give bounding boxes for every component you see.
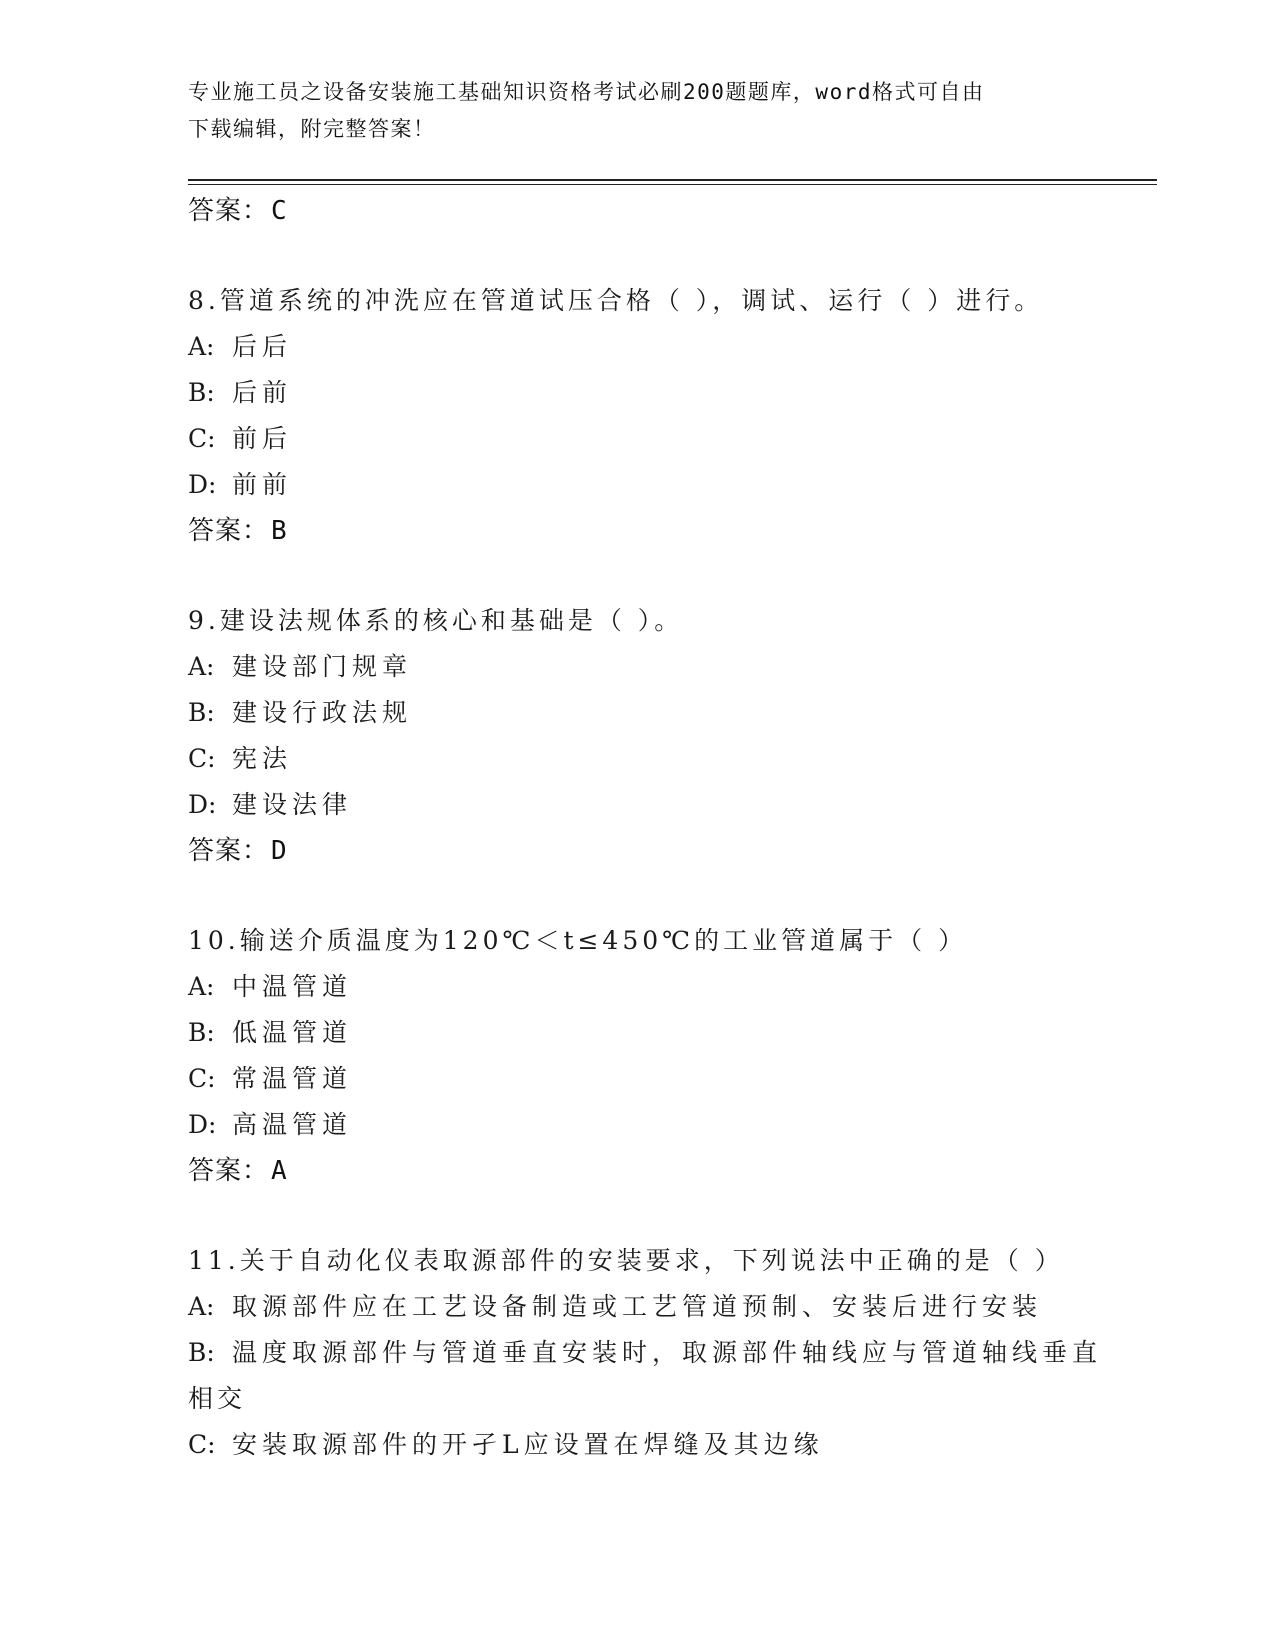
header-title-line-2: 下载编辑，附完整答案！: [188, 117, 436, 141]
question-11-option-a: [188, 1284, 1157, 1330]
header-divider-thin: [188, 184, 1157, 185]
option-text: 取源部件应在工艺设备制造或工艺管道预制、安装后进行安装: [232, 1292, 1043, 1321]
option-text: 中温管道: [232, 972, 353, 1001]
option-key: A:: [188, 1292, 215, 1321]
option-key: A:: [188, 332, 215, 361]
option-key: C:: [188, 744, 216, 773]
question-9-option-a: [188, 644, 1157, 690]
option-key: D:: [188, 470, 217, 499]
option-text: 建设法律: [232, 790, 353, 819]
question-10-option-a: [188, 964, 1157, 1010]
option-text: 前前: [232, 470, 293, 499]
answer-line-q10: [188, 1148, 1157, 1194]
question-11-option-b: [188, 1330, 1157, 1376]
answer-label: 答案：: [188, 196, 270, 226]
option-text: 宪法: [232, 744, 293, 773]
question-10-option-d: [188, 1102, 1157, 1148]
option-text: 后前: [232, 378, 293, 407]
question-10-option-c: [188, 1056, 1157, 1102]
option-text: 后后: [232, 332, 293, 361]
option-key: C:: [188, 1430, 216, 1459]
page-header: [188, 74, 1088, 148]
option-text: 常温管道: [232, 1064, 353, 1093]
option-key: A:: [188, 972, 215, 1001]
answer-line-q8: [188, 508, 1157, 554]
answer-value: C: [271, 196, 288, 226]
option-text: 安装取源部件的开孑L应设置在焊缝及其边缘: [232, 1430, 824, 1459]
option-key: B:: [188, 698, 215, 727]
question-8-option-a: [188, 324, 1157, 370]
answer-line-q7: [188, 188, 1157, 234]
header-title-line-1: 专业施工员之设备安装施工基础知识资格考试必刷200题题库，word格式可自由: [188, 80, 985, 104]
question-9-text: 9.建设法规体系的核心和基础是（ ）。: [188, 606, 684, 635]
question-9-option-d: [188, 782, 1157, 828]
option-text: 高温管道: [232, 1110, 353, 1139]
question-8-text: 8.管道系统的冲洗应在管道试压合格（ ），调试、运行（ ）进行。: [188, 286, 1044, 315]
question-list: [188, 188, 1157, 1468]
option-text: 温度取源部件与管道垂直安装时，取源部件轴线应与管道轴线垂直: [232, 1338, 1103, 1367]
question-11-option-c: [188, 1422, 1157, 1468]
option-text: 低温管道: [232, 1018, 353, 1047]
option-key: B:: [188, 1018, 215, 1047]
option-text: 建设行政法规: [232, 698, 413, 727]
option-key: A:: [188, 652, 215, 681]
question-8-option-b: [188, 370, 1157, 416]
question-10-option-b: [188, 1010, 1157, 1056]
answer-line-q9: [188, 828, 1157, 874]
header-divider-thick: [188, 179, 1157, 181]
answer-label: 答案：: [188, 516, 270, 546]
option-text: 建设部门规章: [232, 652, 413, 681]
question-9-option-b: [188, 690, 1157, 736]
answer-value: D: [271, 836, 288, 866]
option-key: D:: [188, 790, 217, 819]
option-key: B:: [188, 1338, 215, 1367]
answer-label: 答案：: [188, 836, 270, 866]
answer-value: A: [271, 1156, 288, 1186]
question-10-text: 10.输送介质温度为120℃＜t≤450℃的工业管道属于（ ）: [188, 926, 968, 955]
question-11-option-b-continuation: 相交: [188, 1384, 247, 1413]
option-key: C:: [188, 1064, 216, 1093]
option-key: D:: [188, 1110, 217, 1139]
question-8-option-c: [188, 416, 1157, 462]
option-text: 前后: [232, 424, 293, 453]
option-key: C:: [188, 424, 216, 453]
answer-label: 答案：: [188, 1156, 270, 1186]
question-8-option-d: [188, 462, 1157, 508]
answer-value: B: [271, 516, 288, 546]
question-9-option-c: [188, 736, 1157, 782]
question-11-text: 11.关于自动化仪表取源部件的安装要求，下列说法中正确的是（ ）: [188, 1246, 1064, 1275]
option-key: B:: [188, 378, 215, 407]
